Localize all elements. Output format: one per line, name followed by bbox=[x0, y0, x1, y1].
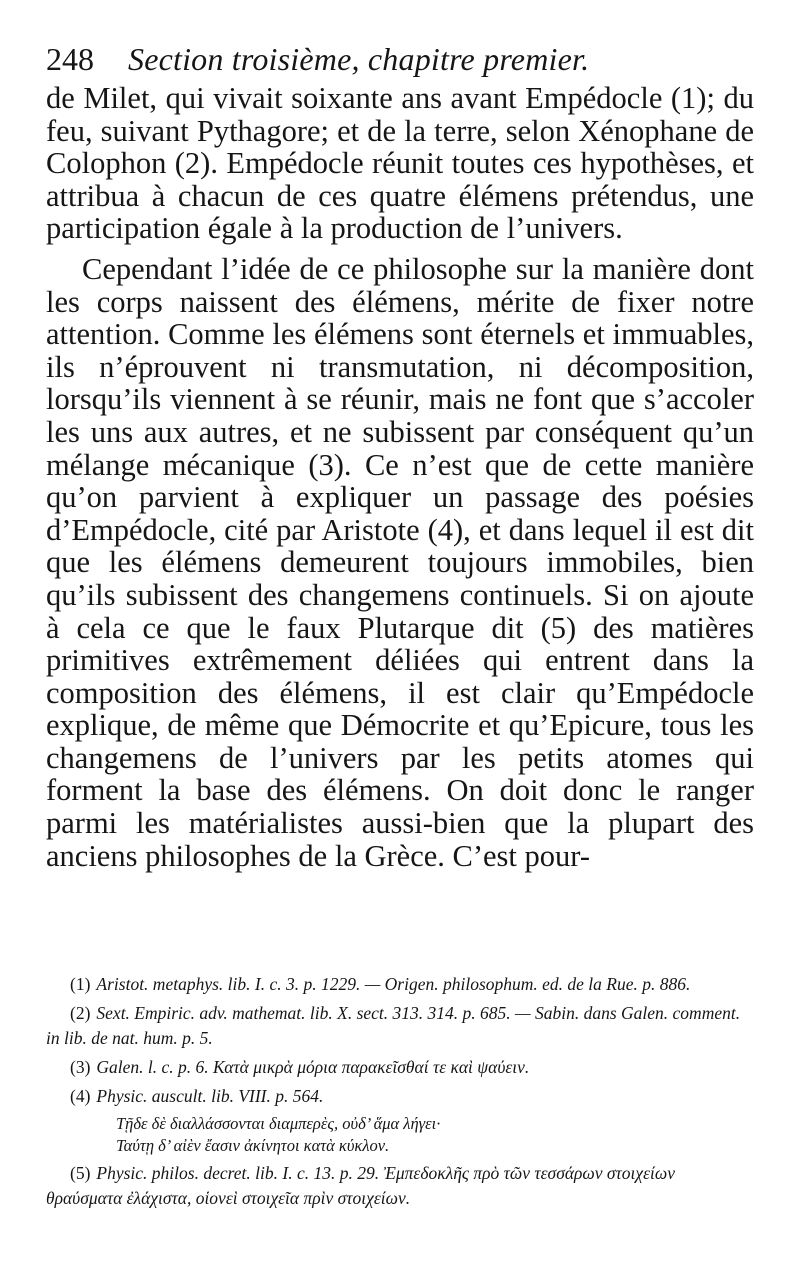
footnote-2 bbox=[46, 1001, 754, 1051]
footnote-text: Sext. Empiric. adv. mathemat. lib. X. sect. 313. 314. p. 685. — Sabin. dans Galen. comment. in lib. de nat. hum. p. 5. bbox=[46, 1003, 741, 1048]
paragraph: Cependant l’idée de ce philosophe sur la manière dont les corps naissent des élémens, mérite de fixer notre attention. Comme les élémens sont éternels et immuables, ils n’éprouvent ni transmutation, ni décomposition, lorsqu’ils viennent à se réunir, mais ne font que s’accoler les uns aux autres, et ne subissent par conséquent qu’un mélange mécanique (3). Ce n’est que de cette manière qu’on parvient à expliquer un passage des poésies d’Empédocle, cité par Aristote (4), et dans lequel il est dit que les élémens demeurent toujours immobiles, bien qu’ils subissent des changemens continuels. Si on ajoute à cela ce que le faux Plutarque dit (5) des matières primitives extrêmement déliées qui entrent dans la composition des élémens, il est clair qu’Empédocle explique, de même que Démocrite et qu’Epicure, tous les changemens de l’univers par les petits atomes qui forment la base des élémens. On doit donc le ranger parmi les matérialistes aussi-bien que la plupart des anciens philosophes de la Grèce. C’est pour- bbox=[46, 251, 754, 873]
footnote-3 bbox=[46, 1055, 754, 1080]
footnote-ref: (1) bbox=[70, 974, 91, 994]
footnote-ref: (2) bbox=[70, 1003, 91, 1023]
footnote-1 bbox=[46, 972, 754, 997]
greek-verse-line-2: Ταύτῃ δ’ αἰὲν ἔασιν ἀκίνητοι κατὰ κύκλον. bbox=[116, 1136, 390, 1155]
running-title: Section troisième, chapitre premier. bbox=[128, 41, 590, 77]
greek-verse-line-1: Τῇδε δὲ διαλλάσσονται διαμπερὲς, οὐδ’ ἅμα λήγει· bbox=[116, 1114, 441, 1133]
footnote-text: Physic. philos. decret. lib. I. c. 13. p. 29. Ἐμπεδοκλῆς πρὸ τῶν τεσσάρων στοιχείων θραύσματα ἐλάχιστα, οἱονεὶ στοιχεῖα πρὶν στοιχείων. bbox=[46, 1163, 675, 1208]
footnote-ref: (5) bbox=[70, 1163, 91, 1183]
paragraph-continuation: de Milet, qui vivait soixante ans avant Empédocle (1); du feu, suivant Pythagore; et de la terre, selon Xénophane de Colophon (2). Empédocle réunit toutes ces hypothèses, et attribua à chacun de ces quatre élémens prétendus, une participation égale à la production de l’univers. bbox=[46, 81, 754, 246]
footnote-ref: (3) bbox=[70, 1057, 91, 1077]
footnote-text: Physic. auscult. lib. VIII. p. 564. bbox=[96, 1086, 324, 1106]
footnotes bbox=[46, 972, 754, 1215]
footnote-ref: (4) bbox=[70, 1086, 91, 1106]
footnote-text: Aristot. metaphys. lib. I. c. 3. p. 1229. — Origen. philosophum. ed. de la Rue. p. 886. bbox=[96, 974, 691, 994]
footnote-4 bbox=[46, 1084, 754, 1109]
running-header bbox=[46, 36, 754, 82]
footnote-5 bbox=[46, 1161, 754, 1211]
footnote-text: Galen. l. c. p. 6. Κατὰ μικρὰ μόρια παρακεῖσθαί τε καὶ ψαύειν. bbox=[96, 1057, 530, 1077]
main-text bbox=[46, 82, 754, 872]
page-number: 248 bbox=[46, 41, 94, 77]
